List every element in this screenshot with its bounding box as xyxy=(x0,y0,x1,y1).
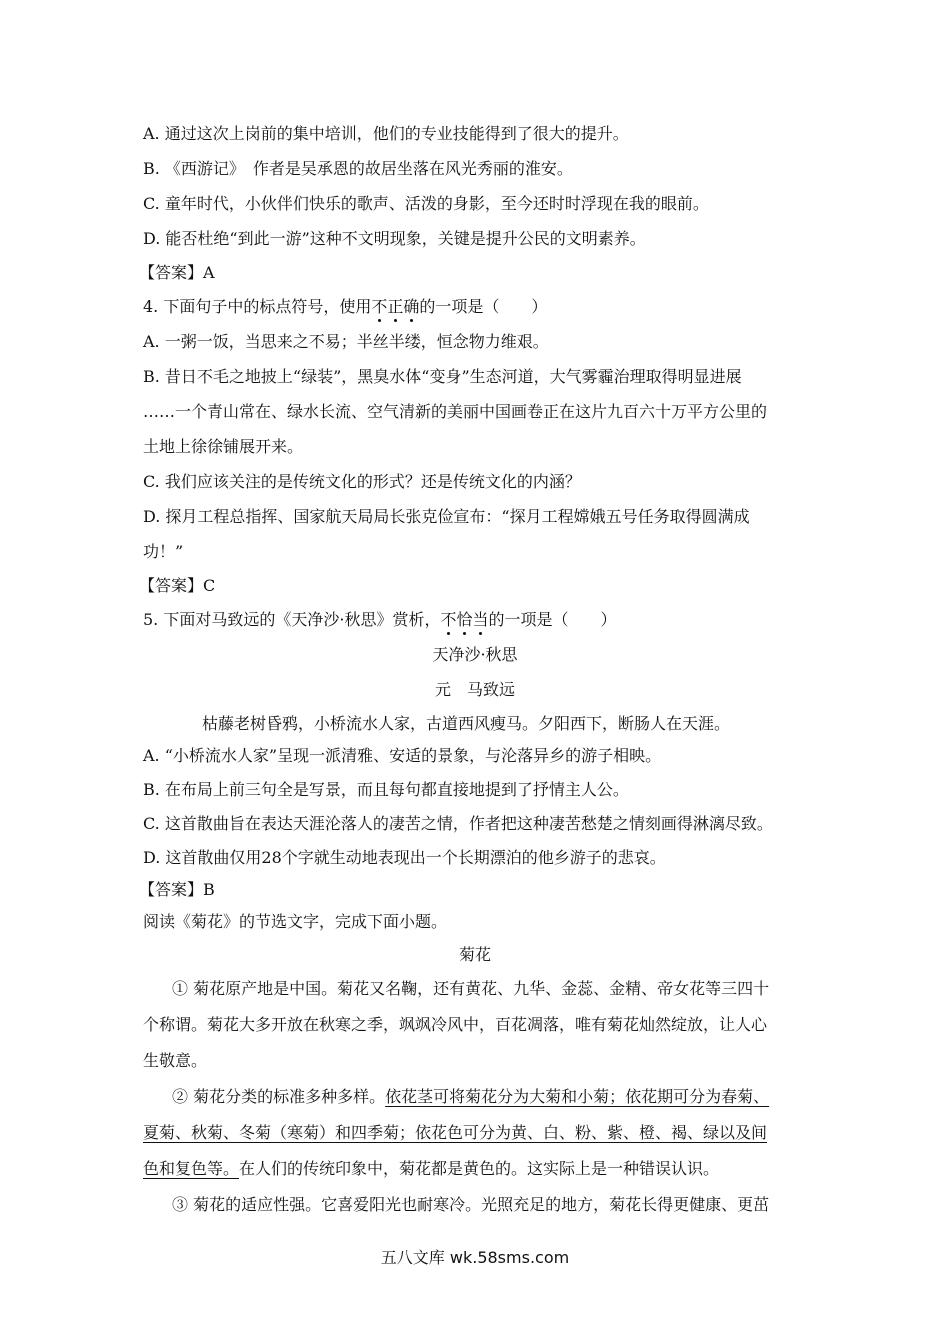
reading-title: 菊花 xyxy=(458,945,491,964)
paragraph-1-line-1: ① 菊花原产地是中国。菊花又名鞠，还有黄花、九华、金蕊、金精、帝女花等三四十 xyxy=(172,979,770,998)
paragraph-2-plain: 在人们的传统印象中，菊花都是黄色的。这实际上是一种错误认识。 xyxy=(239,1159,720,1178)
q4-option-b-line2: ……一个青山常在、绿水长流、空气清新的美丽中国画卷正在这片九百六十万平方公里的 xyxy=(143,402,768,421)
paragraph-2-plain: ② 菊花分类的标准多种多样。 xyxy=(172,1087,386,1106)
q4-option-b-line1: B. 昔日不毛之地披上“绿装”，黑臭水体“变身”生态河道，大气雾霾治理取得明显进展 xyxy=(143,367,742,386)
q4-emph-char: 确 xyxy=(403,297,420,316)
q5-emph-char: 不 xyxy=(440,610,457,629)
q3-option-b: B. 《西游记》 作者是吴承恩的故居坐落在风光秀丽的淮安。 xyxy=(143,159,573,178)
q3-option-d: D. 能否杜绝“到此一游”这种不文明现象，关键是提升公民的文明素养。 xyxy=(143,229,646,248)
q3-answer: 【答案】A xyxy=(139,263,215,282)
q5-option-d: D. 这首散曲仅用28个字就生动地表现出一个长期漂泊的他乡游子的悲哀。 xyxy=(143,848,666,867)
q3-option-c: C. 童年时代，小伙伴们快乐的歌声、活泼的身影，至今还时时浮现在我的眼前。 xyxy=(143,194,709,213)
q5-stem-post: 的一项是（ ） xyxy=(488,610,617,629)
q5-emph-char: 恰 xyxy=(456,610,473,629)
q3-option-a: A. 通过这次上岗前的集中培训，他们的专业技能得到了很大的提升。 xyxy=(143,124,629,143)
poem-title: 天净沙·秋思 xyxy=(432,645,518,664)
paragraph-1-line-2: 个称谓。菊花大多开放在秋寒之季，飒飒冷风中，百花凋落，唯有菊花灿然绽放，让人心 xyxy=(143,1015,768,1034)
q5-option-b: B. 在布局上前三句全是写景，而且每句都直接地提到了抒情主人公。 xyxy=(143,780,629,799)
q4-emph-char: 不 xyxy=(371,297,388,316)
q4-option-a: A. 一粥一饭，当思来之不易；半丝半缕，恒念物力维艰。 xyxy=(143,332,549,351)
page-footer: 五八文库 wk.58sms.com xyxy=(380,1248,570,1267)
paragraph-1-line-3: 生敬意。 xyxy=(143,1051,208,1070)
q5-answer: 【答案】B xyxy=(139,880,215,899)
q4-option-c: C. 我们应该关注的是传统文化的形式？还是传统文化的内涵？ xyxy=(143,472,581,491)
q4-option-b-line3: 土地上徐徐铺展开来。 xyxy=(143,437,304,456)
q4-stem-pre: 4. 下面句子中的标点符号，使用 xyxy=(143,297,372,316)
q4-option-d-line1: D. 探月工程总指挥、国家航天局局长张克俭宣布：“探月工程嫦娥五号任务取得圆满成 xyxy=(143,507,750,526)
q4-answer: 【答案】C xyxy=(139,576,216,595)
q5-stem-pre: 5. 下面对马致远的《天净沙·秋思》赏析， xyxy=(143,610,441,629)
q5-option-a: A. “小桥流水人家”呈现一派清雅、安适的景象，与沦落异乡的游子相映。 xyxy=(143,746,662,765)
paragraph-2-line-2 xyxy=(143,1122,767,1144)
paragraph-3-line-1: ③ 菊花的适应性强。它喜爱阳光也耐寒冷。光照充足的地方，菊花长得更健康、更茁 xyxy=(172,1195,770,1214)
q5-option-c: C. 这首散曲旨在表达天涯沦落人的凄苦之情，作者把这种凄苦愁楚之情刻画得淋漓尽致。 xyxy=(143,814,773,833)
paragraph-2-line-1 xyxy=(172,1086,769,1108)
underlined-sentence: 色和复色等。 xyxy=(143,1159,240,1178)
underlined-sentence: 夏菊、秋菊、冬菊（寒菊）和四季菊；依花色可分为黄、白、粉、紫、橙、褐、绿以及间 xyxy=(143,1123,768,1142)
q5-stem xyxy=(143,609,617,631)
q4-stem xyxy=(143,296,547,318)
q5-emph-char: 当 xyxy=(472,610,489,629)
paragraph-2-line-3 xyxy=(143,1158,719,1180)
underlined-sentence: 依花茎可将菊花分为大菊和小菊；依花期可分为春菊、 xyxy=(385,1087,770,1106)
q4-option-d-line2: 功！” xyxy=(143,542,184,561)
q4-stem-post: 的一项是（ ） xyxy=(419,297,548,316)
poem-author: 元 马致远 xyxy=(434,680,515,699)
reading-intro: 阅读《菊花》的节选文字，完成下面小题。 xyxy=(143,912,448,931)
poem-body: 枯藤老树昏鸦，小桥流水人家，古道西风瘦马。夕阳西下，断肠人在天涯。 xyxy=(202,714,731,733)
q4-emph-char: 正 xyxy=(387,297,404,316)
